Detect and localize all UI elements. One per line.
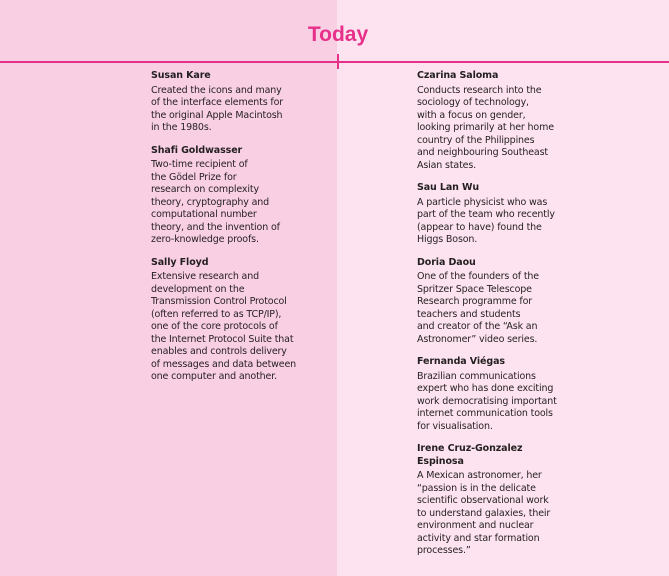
person-description: Created the icons and many of the interface elements for the original Apple Macintosh in the 1980s.	[151, 84, 284, 133]
profile-entry	[417, 182, 599, 247]
person-name: Fernanda Viégas	[417, 356, 505, 367]
page-title: Today	[307, 23, 369, 46]
person-description: Two-time recipient of the Gödel Prize for research on complexity theory, cryptography and computational number theory, and the invention of zero-knowledge proofs.	[151, 159, 280, 245]
person-description: Extensive research and development on the Transmission Control Protocol (often referred to as TCP/IP), one of the core protocols of the Internet Protocol Suite that enables and controls delivery of messages and data between one computer and another.	[151, 271, 297, 382]
person-description: Conducts research into the sociology of technology, with a focus on gender, looking primarily at her home country of the Philippines and neighbouring Southeast Asian states.	[417, 84, 554, 171]
person-name: Doria Daou	[417, 256, 476, 268]
header-rule	[0, 61, 669, 63]
right-column	[417, 70, 599, 558]
person-name: Irene Cruz-Gonzalez Espinosa	[417, 443, 523, 467]
person-name: Sally Floyd	[151, 256, 209, 268]
person-description: One of the founders of the Spritzer Space Telescope Research programme for teachers and students and creator of the “Ask an Astronomer” video series.	[417, 271, 539, 345]
profile-entry	[417, 257, 599, 347]
person-description: A particle physicist who was part of the team who recently (appear to have) found the Higgs Boson.	[417, 196, 555, 245]
person-name: Shafi Goldwasser	[151, 144, 243, 156]
profile-entry	[151, 257, 326, 384]
center-tick	[337, 54, 339, 69]
person-description: Brazilian communications expert who has done exciting work democratising important internet communication tools for visualisation.	[417, 370, 557, 432]
profile-entry	[417, 443, 599, 558]
person-name: Sau Lan Wu	[417, 182, 480, 193]
person-name: Czarina Saloma	[417, 70, 499, 81]
person-name: Susan Kare	[151, 70, 211, 81]
left-column	[151, 70, 326, 384]
profile-entry	[417, 70, 599, 172]
profile-entry	[151, 70, 326, 135]
profile-entry	[151, 145, 326, 247]
profile-entry	[417, 356, 599, 433]
person-description: A Mexican astronomer, her “passion is in the delicate scientific observational work to understand galaxies, their environment and nuclear activity and star formation processes.”	[417, 470, 551, 556]
